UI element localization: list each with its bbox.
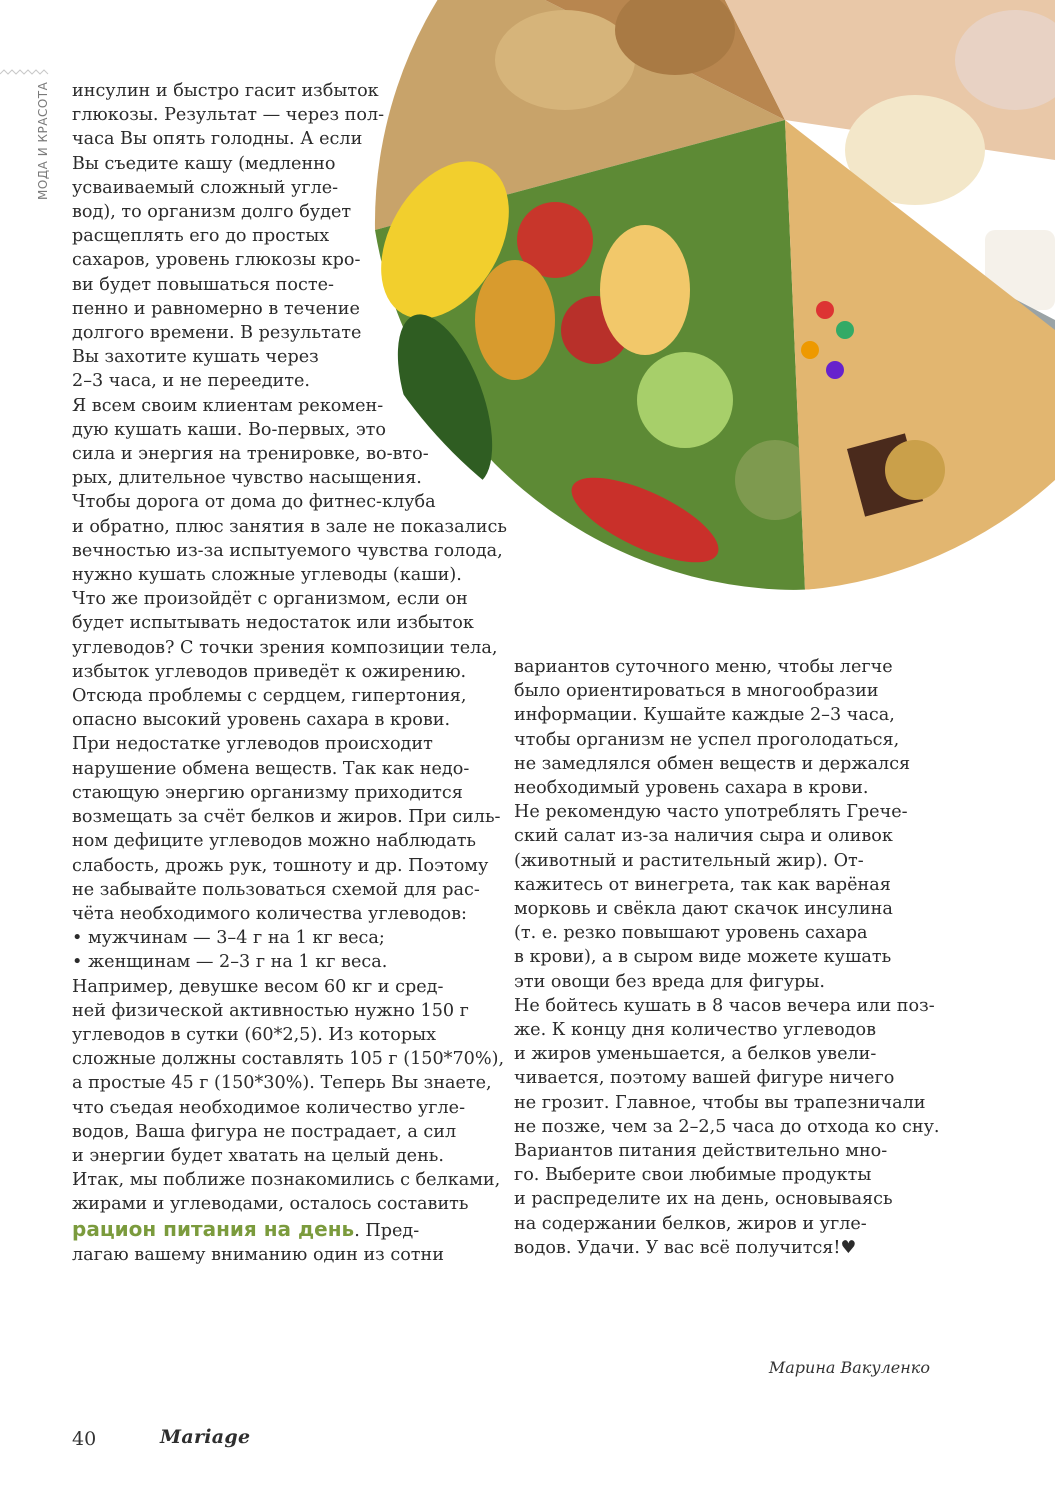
text-line: не грозит. Главное, чтобы вы трапезничали — [514, 1092, 926, 1113]
text-line: будет испытывать недостаток или избыток — [72, 613, 474, 634]
text-line: глюкозы. Результат — через пол- — [72, 105, 385, 126]
text-line: вариантов суточного меню, чтобы легче — [514, 657, 893, 677]
text-fragment: . Пред- — [354, 1220, 420, 1241]
text-line: чёта необходимого количества углеводов: — [72, 903, 467, 924]
text-line: на содержании белков, жиров и угле- — [514, 1213, 867, 1234]
text-line: сложные должны составлять 105 г (150*70%), — [72, 1049, 505, 1070]
section-label: МОДА И КРАСОТА — [36, 81, 50, 200]
text-line: дую кушать каши. Во-первых, это — [72, 419, 387, 440]
text-line: и распределите их на день, основываясь — [514, 1189, 893, 1210]
text-line: что съедая необходимое количество угле- — [72, 1097, 466, 1118]
list-item: • женщинам — 2–3 г на 1 кг веса. — [72, 952, 388, 973]
text-line: и энергии будет хватать на целый день. — [72, 1145, 444, 1166]
text-line: углеводов в сутки (60*2,5). Из которых — [72, 1024, 437, 1045]
text-line: лагаю вашему вниманию один из сотни — [72, 1244, 444, 1265]
text-line: не позже, чем за 2–2,5 часа до отхода ко сну. — [514, 1116, 940, 1137]
bullet-list — [72, 926, 492, 974]
text-line: жирами и углеводами, осталось составить — [72, 1194, 469, 1215]
text-line: и обратно, плюс занятия в зале не показались — [72, 516, 507, 537]
section-marker-zigzag — [0, 68, 50, 78]
text-line: Вы захотите кушать через — [72, 347, 319, 368]
text-line: (животный и растительный жир). От- — [514, 850, 864, 871]
text-line: Итак, мы поближе познакомились с белками, — [72, 1170, 501, 1191]
paragraph — [514, 655, 944, 800]
text-line: нарушение обмена веществ. Так как недо- — [72, 758, 470, 779]
text-line: го. Выберите свои любимые продукты — [514, 1165, 872, 1186]
paragraph — [72, 79, 492, 394]
text-line: Например, девушке весом 60 кг и сред- — [72, 976, 444, 997]
text-line: ский салат из-за наличия сыра и оливок — [514, 826, 893, 847]
paragraph — [514, 1139, 944, 1260]
text-line: не забывайте пользоваться схемой для рас- — [72, 879, 480, 900]
text-line: нужно кушать сложные углеводы (каши). — [72, 565, 462, 586]
text-line: Вы съедите кашу (медленно — [72, 153, 336, 174]
paragraph — [72, 975, 505, 1169]
text-line: эти овощи без вреда для фигуры. — [514, 971, 825, 992]
text-line: инсулин и быстро гасит избыток — [72, 81, 379, 101]
text-line: избыток углеводов приведёт к ожирению. — [72, 661, 467, 682]
text-line: Я всем своим клиентам рекомен- — [72, 395, 384, 416]
text-line: сахаров, уровень глюкозы кро- — [72, 250, 361, 271]
right-column — [514, 655, 944, 1260]
paragraph — [514, 800, 944, 994]
text-line: долгого времени. В результате — [72, 323, 362, 344]
text-line: а простые 45 г (150*30%). Теперь Вы знаете, — [72, 1073, 492, 1094]
left-column — [72, 79, 507, 1267]
text-line: рых, длительное чувство насыщения. — [72, 468, 422, 489]
text-line: углеводов? С точки зрения композиции тела, — [72, 637, 498, 658]
text-line: морковь и свёкла дают скачок инсулина — [514, 899, 893, 920]
paragraph — [514, 994, 944, 1139]
text-line: сила и энергия на тренировке, во-вто- — [72, 444, 429, 465]
text-line: не замедлялся обмен веществ и держался — [514, 753, 911, 774]
text-line: вечностью из-за испытуемого чувства голода, — [72, 540, 503, 561]
text-line: возмещать за счёт белков и жиров. При силь- — [72, 807, 501, 828]
text-line: вод), то организм долго будет — [72, 202, 352, 223]
text-line: и жиров уменьшается, а белков увели- — [514, 1044, 877, 1065]
text-line: пенно и равномерно в течение — [72, 298, 360, 319]
text-line: Что же произойдёт с организмом, если он — [72, 589, 468, 610]
page-number: 40 — [72, 1428, 97, 1450]
text-line: расщеплять его до простых — [72, 226, 330, 247]
text-line: кажитесь от винегрета, так как варёная — [514, 874, 891, 895]
text-line: было ориентироваться в многообразии — [514, 681, 879, 702]
highlight-phrase: рацион питания на день — [72, 1216, 355, 1241]
text-line: необходимый уровень сахара в крови. — [514, 778, 869, 799]
text-line: водов, Ваша фигура не пострадает, а сил — [72, 1121, 457, 1142]
text-line: ней физической активностью нужно 150 г — [72, 1000, 469, 1021]
text-line: Чтобы дорога от дома до фитнес-клуба — [72, 492, 436, 513]
text-line: ви будет повышаться посте- — [72, 274, 334, 295]
text-line: усваиваемый сложный угле- — [72, 177, 339, 198]
paragraph — [72, 587, 501, 926]
text-line: При недостатке углеводов происходит — [72, 734, 433, 755]
author-signature: Марина Вакуленко — [768, 1358, 930, 1377]
text-line: чивается, поэтому вашей фигуре ничего — [514, 1068, 895, 1089]
text-line: опасно высокий уровень сахара в крови. — [72, 710, 451, 731]
magazine-brand: Mariage — [160, 1426, 251, 1448]
text-line: водов. Удачи. У вас всё получится!♥ — [514, 1237, 857, 1258]
paragraph — [72, 1168, 501, 1267]
text-line: ном дефиците углеводов можно наблюдать — [72, 831, 477, 852]
text-line: (т. е. резко повышают уровень сахара — [514, 923, 868, 944]
text-line: Вариантов питания действительно мно- — [514, 1141, 888, 1162]
text-line: Отсюда проблемы с сердцем, гипертония, — [72, 686, 467, 707]
text-line: информации. Кушайте каждые 2–3 часа, — [514, 705, 895, 726]
text-line: чтобы организм не успел проголодаться, — [514, 729, 900, 750]
text-line: слабость, дрожь рук, тошноту и др. Поэтому — [72, 855, 489, 876]
text-line — [72, 1217, 492, 1243]
text-line: 2–3 часа, и не переедите. — [72, 371, 310, 392]
text-line: Не бойтесь кушать в 8 часов вечера или поз- — [514, 995, 935, 1016]
text-line: стающую энергию организму приходится — [72, 782, 463, 803]
text-line: часа Вы опять голодны. А если — [72, 129, 363, 150]
paragraph — [72, 394, 507, 588]
list-item: • мужчинам — 3–4 г на 1 кг веса; — [72, 928, 385, 949]
text-line: Не рекомендую часто употреблять Грече- — [514, 802, 908, 823]
text-line: в крови), а в сыром виде можете кушать — [514, 947, 892, 968]
text-line: же. К концу дня количество углеводов — [514, 1020, 877, 1041]
